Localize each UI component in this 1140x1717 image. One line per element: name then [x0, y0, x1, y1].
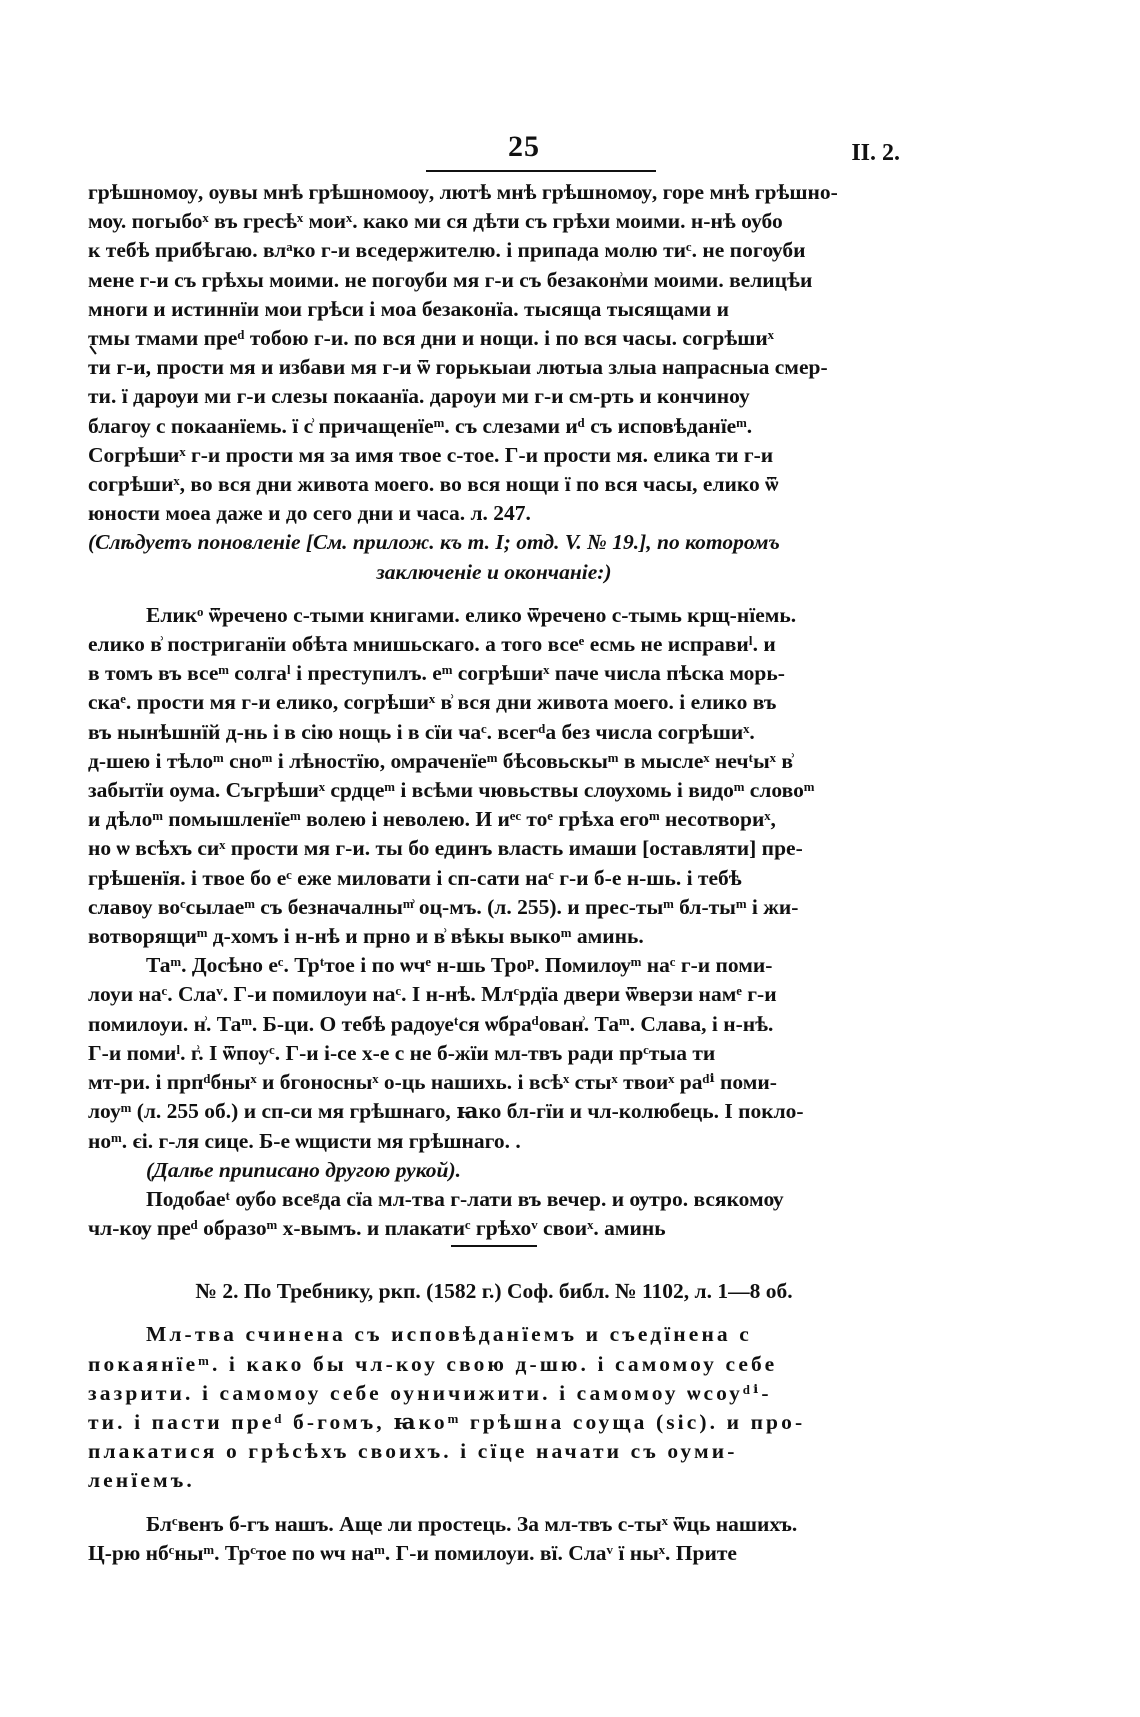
text-line: Ц-рю нбᶜныᵐ. Трᶜтое по ѡч наᵐ. Г-и помилоуи. вї. Слаᵛ ї ныˣ. Прите	[88, 1540, 737, 1565]
editorial-note-2	[88, 1156, 900, 1185]
text-line: в томъ въ всеᵐ солгаˡ і преступилъ. еᵐ согрѣшиˣ паче числа пѣска морь-	[88, 661, 785, 686]
prayer-block-1	[88, 178, 900, 528]
text-line: тмы тмами преᵈ тобою г-и. по вся дни и нощи. і по вся часы. согрѣшиˣ	[88, 326, 774, 351]
title-line: ленїемъ.	[88, 1468, 195, 1493]
page-number: 25	[508, 130, 540, 163]
text-line: к тебѣ прибѣгаю. влᵃко г-и вседержителю. і припада молю тиᶜ. не погѹби	[88, 238, 806, 263]
text-line: и дѣлоᵐ помышленїеᵐ волею і неволею. И иᵉᶜ тоᵉ грѣха егоᵐ несотвориˣ,	[88, 807, 776, 832]
spacer	[88, 1496, 900, 1510]
text-line: юности моеа даже и до сего дни и часа. л. 247.	[88, 501, 531, 526]
title-line: зазрити. і самомоу себе оуничижити. і самомоу ѡсоуᵈⁱ-	[88, 1380, 772, 1405]
text-line: ти. ї дарѹи ми г-и слезы покаанїа. дароуи ми г-и см-рть и кончиноу	[88, 384, 750, 409]
section-mark: II. 2.	[851, 140, 900, 166]
section-divider	[451, 1245, 537, 1247]
spacer	[88, 587, 900, 601]
text-line: ти г-и, прости мя и избави мя г-и ѿ горькыаи лютыа злыа напрасныа смер-	[88, 355, 828, 380]
title-line: ти. і пасти преᵈ б-гомъ, ꙗкоᵐ грѣшна соуща (sic). и про-	[88, 1409, 806, 1434]
editorial-note-1	[88, 528, 900, 586]
text-line: елико в͗ постриганїи обѣта мнишьскаго. а того всеᵉ есмь не исправиˡ. и	[88, 632, 776, 657]
text-line: грѣшномѹ, оувы мнѣ грѣшномоѹ, лютѣ мнѣ грѣшномѹ, горе мнѣ грѣшно-	[88, 180, 838, 204]
text-line: вотворящиᵐ д-хомъ і н-нѣ и прно и в͗ вѣкы выкоᵐ аминь.	[88, 924, 644, 949]
text-line: забытїи оума. Съгрѣшиˣ срдцеᵐ і всѣми чювьствы слѹхомь і видоᵐ словоᵐ	[88, 778, 815, 803]
note-line: (Слѣдуетъ поновленіе [См. прилож. къ т. I; отд. V. № 19.], по которомъ	[88, 530, 780, 555]
text-line: ноᵐ. єі. г-ля сице. Б-е ѡщисти мя грѣшнаго. .	[88, 1128, 521, 1153]
text-line: согрѣшиˣ, во вся дни живота моего. во вся нощи ї по вся часы, елико ѿ	[88, 472, 779, 497]
note-line: (Далѣе приписано другою рукой).	[146, 1157, 462, 1182]
text-line: грѣшенїя. і твое бо еᶜ еже миловати і сп-сати наᶜ г-и б-е н-шь. і тебѣ	[88, 865, 742, 890]
text-line: д-шею і тѣлоᵐ сноᵐ і лѣностїю, омраченїеᵐ бѣсовьскыᵐ в мыслеˣ нечᵗыˣ в͗	[88, 748, 793, 773]
text-line: лоуи наᶜ. Слаᵛ. Г-и помилоуи наᶜ. І н-нѣ. Млᶜрдїа двери ѿверзи намᵉ г-и	[88, 982, 777, 1007]
page-header	[88, 130, 900, 178]
text-line: благѹ с покаанїемь. ї с͗ причащенїеᵐ. съ слезами иᵈ съ исповѣданїеᵐ.	[88, 413, 753, 438]
text-line: помилоуи. н͗. Таᵐ. Б-ци. О тебѣ радоуеᵗся ѡбраᵈован͗. Таᵐ. Слава, і н-нѣ.	[88, 1011, 774, 1036]
text-line: Согрѣшиˣ г-и прости мя за имя твое с-тое. Г-и прости мя. елика ти г-и	[88, 442, 774, 467]
prayer-block-2	[88, 601, 900, 951]
text-line: въ нынѣшнїй д-нь і в сію нощь і в сїи чаᶜ. всегᵈа без числа согрѣшиˣ.	[88, 719, 755, 744]
text-line: Таᵐ. Досѣно еᶜ. Трᵗтое і по ѡчᵉ н-шь Троᵖ. Помилѹᵐ наᶜ г-и поми-	[146, 953, 773, 978]
title-line: Мл-тва счинена съ исповѣданїемъ и съедїнена с	[146, 1322, 752, 1347]
title-line: покаянїеᵐ. і како бы чл-коу свою д-шю. і самомоу себе	[88, 1351, 778, 1376]
text-line: чл-кѹ преᵈ образоᵐ х-вымъ. и плакатиᶜ грѣхоᵛ своиˣ. аминь	[88, 1216, 666, 1241]
prayer-block-3	[88, 951, 900, 1155]
text-line: многи и истиннїи мои грѣси і моа безаконїа. тысяща тысящами и	[88, 296, 729, 321]
prayer-block-5	[88, 1510, 900, 1568]
page-number-rule	[426, 170, 656, 172]
text-line: моу. погыбоˣ въ гресѣˣ моиˣ. како ми ся дѣти съ грѣхи моими. н-нѣ оубо	[88, 209, 783, 234]
text-line: мт-ри. і прпᵈбныˣ и бгоносныˣ о-ць нашихь. і всѣˣ стыˣ твоиˣ раᵈⁱ поми-	[88, 1070, 777, 1095]
text-line: мене г-и съ грѣхы моими. не погѹби мя г-и съ безакон͗ми моими. велицѣи	[88, 267, 813, 292]
text-line: Г-и помиˡ. г͗. І ѿпоуᶜ. Г-и і-се х-е с не б-жїи мл-твъ ради прᶜтыа ти	[88, 1040, 716, 1065]
section-heading: № 2. По Требнику, ркп. (1582 г.) Соф. библ. № 1102, л. 1—8 об.	[195, 1279, 793, 1304]
text-line: лоуᵐ (л. 255 об.) и сп-си мя грѣшнаго, ꙗко бл-гїи и чл-колюбець. І покло-	[88, 1099, 804, 1124]
text-line: Еликᵒ ѿречено с-тыми книгами. елико ѿречено с-тымь крщ-нїемь.	[146, 602, 797, 627]
prayer-block-4	[88, 1185, 900, 1243]
text-line: но ѡ всѣхъ сиˣ прости мя г-и. ты бо единъ власть имаши [оставляти] пре-	[88, 836, 803, 861]
note-line: заключеніе и окончаніе:)	[376, 559, 612, 584]
prayer-title	[88, 1320, 900, 1495]
text-line: Подобаеᵗ ѹбо всеᵍда сїа мл-тва г-лати въ вечер. и ѹтро. всякомѹ	[146, 1186, 784, 1211]
page	[88, 130, 900, 1568]
title-line: плакатися о грѣсѣхъ своихъ. і сїце начати съ оуми-	[88, 1439, 738, 1464]
text-line: Блᶜвенъ б-гъ нашъ. Аще ли простець. За мл-твъ с-тыˣ ѿць нашихъ.	[146, 1511, 798, 1536]
text-line: скаᵉ. прости мя г-и елико, согрѣшиˣ в͗ вся дни живота моего. і елико въ	[88, 690, 777, 715]
text-line: славоу воᶜсылаеᵐ съ безначалныᵐ͗ оц-мъ. (л. 255). и прес-тыᵐ бл-тыᵐ і жи-	[88, 894, 799, 919]
